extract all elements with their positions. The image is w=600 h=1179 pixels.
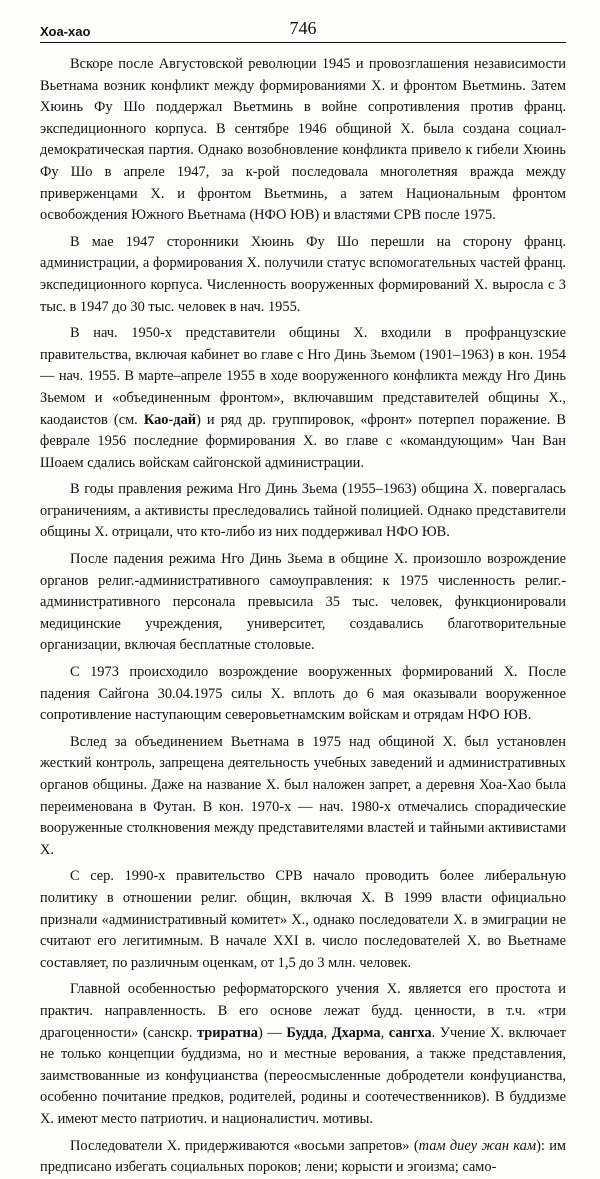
paragraph — [40, 323, 566, 474]
text-run: . Учение Х. включает не только концепции буддизма, но и местные верования, а также представления, заимствованные из конфуцианства (переосмысленные добродетели конфуцианства, особенно почитание предков, родителей, родины и соотечественников). В буддизме Х. имеют место патриотич. и националистич. мотивы. — [40, 1024, 566, 1127]
paragraph — [40, 549, 566, 657]
bold-term: Будда — [286, 1024, 324, 1041]
text-run: Главной особенностью реформаторского учения Х. является его простота и практич. направленность. В его основе лежат будд. ценности, в т.ч. «три драгоценности» (санскр. — [40, 981, 566, 1041]
header-rule — [40, 42, 566, 43]
paragraph — [40, 979, 566, 1130]
bold-term: триратна — [197, 1024, 258, 1041]
paragraph — [40, 1136, 566, 1179]
text-run: , — [323, 1024, 332, 1041]
text-run: Вскоре после Августовской революции 1945 и провозглашения независимости Вьетнама возник конфликт между формированиями Х. и фронтом Вьетминь. Затем Хюинь Фу Шо поддержал Вьетминь в войне сопротивления против франц. экспедиционного корпуса. В сентябре 1946 общиной Х. была создана социал-демократическая партия. Однако возобновление конфликта привело к гибели Хюинь Фу Шо в апреле 1947, за к-рой последовала многолетняя вражда между приверженцами Х. и фронтом Вьетминь, а затем Национальным фронтом освобождения Южного Вьетнама (НФО ЮВ) и властями СРВ после 1975. — [40, 56, 566, 224]
italic-term: там диеу жан кам — [418, 1137, 537, 1154]
text-run: ): им предписано избегать социальных пороков; лени; корысти и эгоизма; само- — [40, 1137, 566, 1176]
bold-term: Дхарма — [331, 1024, 381, 1041]
paragraph — [40, 866, 566, 974]
paragraph — [40, 662, 566, 727]
running-title: Хоа-хао — [40, 24, 91, 39]
text-run: В мае 1947 сторонники Хюинь Фу Шо перешли на сторону франц. администрации, а формирования Х. получили статус вспомогательных частей франц. экспедиционного корпуса. Численность вооруженных формирований Х. выросла с 3 тыс. в 1947 до 30 тыс. человек в нач. 1955. — [40, 233, 566, 315]
page-number: 746 — [289, 18, 317, 38]
text-run: Вслед за объединением Вьетнама в 1975 над общиной Х. был установлен жесткий контроль, запрещена деятельность учебных заведений и административных органов общины. Даже на название Х. был наложен запрет, а деревня Хоа-Хао была переименована в Футан. В кон. 1970-х — нач. 1980-х отмечались спорадические вооруженные столкновения между представителями властей и тайными активистами Х. — [40, 733, 566, 858]
paragraph — [40, 232, 566, 318]
text-run: После падения режима Нго Динь Зьема в общине Х. произошло возрождение органов религ.-административного самоуправления: к 1975 численность религ.-административного персонала превысила 35 тыс. человек, функционировали медицинские учреждения, университет, создавались благотворительные организации, включая бесплатные столовые. — [40, 551, 566, 654]
article-body — [40, 54, 566, 1179]
paragraph — [40, 479, 566, 544]
text-run: В годы правления режима Нго Динь Зьема (1955–1963) община Х. повергалась ограничениям, а активисты преследовались тайной полицией. Однако представители общины Х. отрицали, что кто-либо из них поддерживал НФО ЮВ. — [40, 481, 566, 541]
text-run: С сер. 1990-х правительство СРВ начало проводить более либеральную политику в отношении религ. общин, включая Х. В 1999 власти официально признали «административный комитет» Х., однако последователи Х. в эмиграции не считают его легитимным. В начале XXI в. число последователей Х. во Вьетнаме составляет, по различным оценкам, от 1,5 до 3 млн. человек. — [40, 868, 566, 971]
bold-term: Као-дай — [143, 411, 197, 428]
text-run: С 1973 происходило возрождение вооруженных формирований Х. После падения Сайгона 30.04.1975 силы Х. вплоть до 6 мая оказывали вооруженное сопротивление наступающим северовьетнамским войскам и отрядам НФО ЮВ. — [40, 664, 566, 724]
paragraph — [40, 54, 566, 227]
text-run: ) — — [257, 1024, 287, 1041]
text-run: Последователи Х. придерживаются «восьми запретов» ( — [70, 1137, 419, 1154]
paragraph — [40, 732, 566, 862]
text-run: , — [380, 1024, 389, 1041]
bold-term: сангха — [388, 1024, 432, 1041]
text-run: ) и ряд др. группировок, «фронт» потерпел поражение. В феврале 1956 последние формирования Х. во главе с «командующим» Чан Ван Шоаем сдались войскам сайгонской администрации. — [40, 411, 566, 471]
page-header — [40, 0, 566, 40]
text-run: В нач. 1950-х представители общины Х. входили в профранцузские правительства, включая кабинет во главе с Нго Динь Зьемом (1901–1963) в кон. 1954 — нач. 1955. В марте–апреле 1955 в ходе вооруженного конфликта между Нго Динь Зьемом и «объединенным фронтом», включавшим представителей общины Х., каодаистов (см. — [40, 325, 566, 428]
